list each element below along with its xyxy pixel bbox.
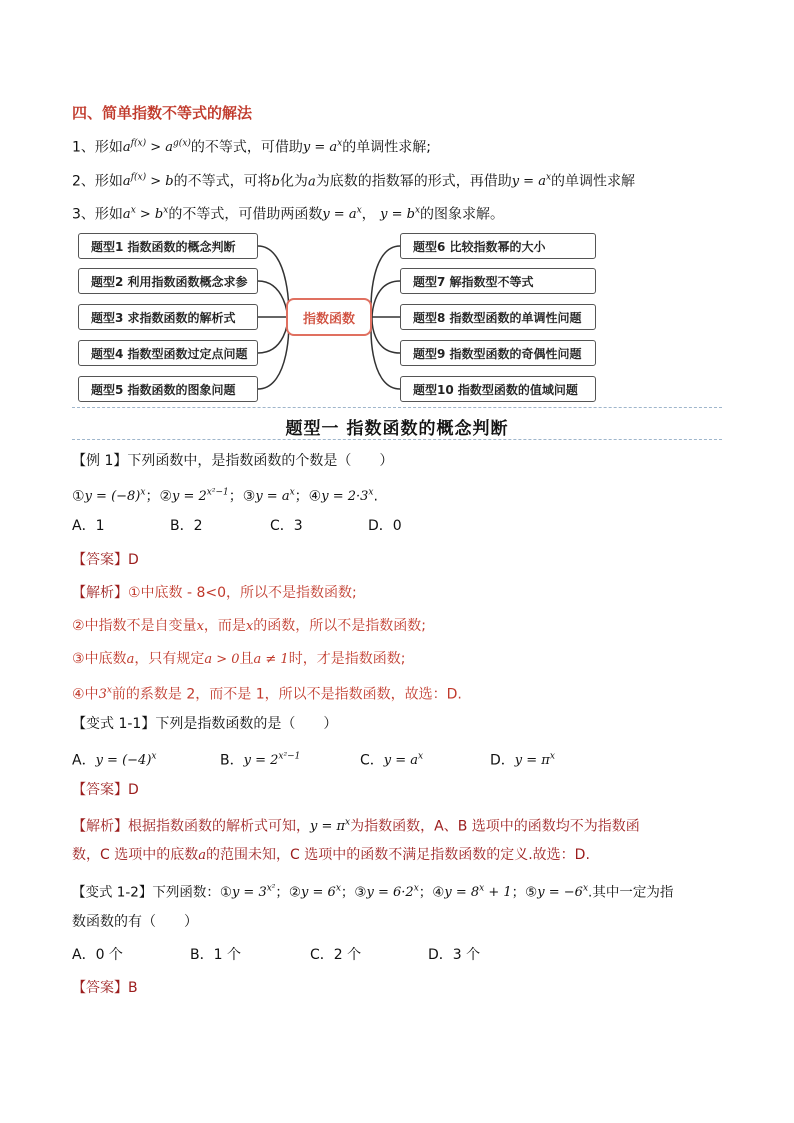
example1-option-d: D．0 [368, 518, 402, 534]
example1-question: 【例 1】下列函数中，是指数函数的个数是（ ） [72, 453, 394, 469]
variant1-2-option-a: A．0 个 [72, 947, 123, 963]
variant1-1-option-d: D．$y = \pi^x$ [490, 752, 555, 769]
mindmap-topic-6: 题型6 比较指数幂的大小 [400, 233, 596, 259]
example1-option-a: A．1 [72, 518, 105, 534]
variant1-1-answer: 【答案】D [72, 782, 139, 798]
mindmap-topic-9: 题型9 指数型函数的奇偶性问题 [400, 340, 596, 366]
mindmap-topic-2: 题型2 利用指数函数概念求参 [78, 268, 258, 294]
example1-option-b: B．2 [170, 518, 203, 534]
example1-option-c: C．3 [270, 518, 303, 534]
math-expr-y-ax: $y = a^x$ [302, 139, 343, 156]
section-title: 四、简单指数不等式的解法 [72, 104, 253, 122]
section-divider-bottom [72, 439, 722, 440]
mindmap-topic-1: 题型1 指数函数的概念判断 [78, 233, 258, 259]
example1-analysis-2: ②中指数不是自变量x，而是x的函数，所以不是指数函数; [72, 618, 426, 634]
example1-answer: 【答案】D [72, 552, 139, 568]
variant1-1-analysis-2: 数，C 选项中的底数a的范围未知，C 选项中的函数不满足指数函数的定义.故选：D. [72, 847, 590, 863]
example1-functions: ①y = $(-8)^x$；②y = $2^{x^2-1}$；③y = $a^x$；④y = $2\cdot 3^x$. [72, 488, 378, 505]
mindmap-topic-4: 题型4 指数型函数过定点问题 [78, 340, 258, 366]
mindmap-topic-3: 题型3 求指数函数的解析式 [78, 304, 258, 330]
math-inequality-1: $a^{f(x)} > a^{g(x)}$ [122, 139, 191, 156]
variant1-1-option-b: B．$y = 2^{x^2-1}$ [220, 752, 301, 769]
variant1-1-option-c: C．$y = a^x$ [360, 752, 424, 769]
mindmap-topic-7: 题型7 解指数型不等式 [400, 268, 596, 294]
mindmap-topic-8: 题型8 指数型函数的单调性问题 [400, 304, 596, 330]
section4-item3: 3、形如$a^x > b^x$的不等式，可借助两函数$y = a^x$， $y = b^x$的图象求解。 [72, 206, 505, 223]
topic-heading: 题型一 指数函数的概念判断 [285, 419, 509, 439]
variant1-1-analysis-1: 【解析】根据指数函数的解析式可知，$y = \pi^x$为指数函数，A、B 选项中的函数均不为指数函 [72, 818, 640, 835]
variant1-2-answer: 【答案】B [72, 980, 138, 996]
variant1-2-option-b: B．1 个 [190, 947, 241, 963]
variant1-1-question: 【变式 1-1】下列是指数函数的是（ ） [72, 716, 338, 732]
example1-analysis-4: ④中3$^x$前的系数是 2，而不是 1，所以不是指数函数，故选：D. [72, 686, 462, 703]
variant1-2-question-cont: 数函数的有（ ） [72, 914, 198, 930]
example1-analysis-1: 【解析】①中底数 - 8<0，所以不是指数函数; [72, 585, 357, 601]
mindmap-center: 指数函数 [286, 298, 372, 336]
variant1-2-option-d: D．3 个 [428, 947, 481, 963]
variant1-1-option-a: A．$y = (-4)^x$ [72, 752, 157, 769]
mindmap-topic-5: 题型5 指数函数的图象问题 [78, 376, 258, 402]
section4-item1: 1、形如$a^{f(x)} > a^{g(x)}$的不等式，可借助$y = a^x$的单调性求解; [72, 139, 431, 156]
section4-item2: 2、形如$a^{f(x)} > b$的不等式，可将b化为a为底数的指数幂的形式，再借助$y = a^x$的单调性求解 [72, 173, 636, 190]
mindmap-topic-10: 题型10 指数型函数的值域问题 [400, 376, 596, 402]
example1-analysis-3: ③中底数a，只有规定a > 0且a ≠ 1时，才是指数函数; [72, 651, 406, 667]
variant1-2-option-c: C．2 个 [310, 947, 362, 963]
section-divider [72, 407, 722, 408]
variant1-2-question: 【变式 1-2】下列函数：①y = $3^{x^2}$；②y = $6^x$；③y = $6\cdot 2^x$；④y = $8^x + 1$；⑤y = $-6^x$.其中一定为指 [72, 884, 674, 901]
